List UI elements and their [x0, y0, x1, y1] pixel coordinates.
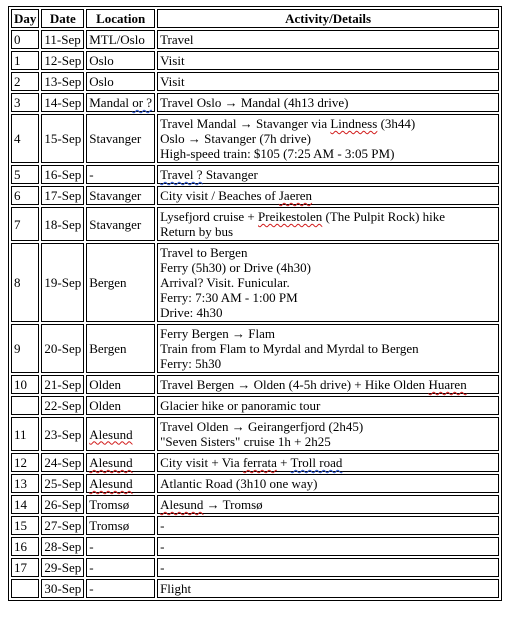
cell-location: Alesund — [86, 474, 155, 493]
table-row — [11, 558, 499, 577]
activity-line: Flight — [160, 581, 192, 596]
cell-location: Tromsø — [86, 516, 155, 535]
table-row — [11, 93, 499, 112]
table-row — [11, 396, 499, 415]
table-row — [11, 114, 499, 163]
cell-date: 24-Sep — [41, 453, 84, 472]
cell-date: 20-Sep — [41, 324, 84, 373]
cell-day — [11, 396, 39, 415]
header-date: Date — [41, 9, 84, 28]
table-row — [11, 207, 499, 241]
cell-activity — [157, 51, 499, 70]
activity-line: - — [160, 518, 165, 533]
cell-activity — [157, 417, 499, 451]
cell-date: 28-Sep — [41, 537, 84, 556]
cell-location: - — [86, 558, 155, 577]
header-location: Location — [86, 9, 155, 28]
activity-line: Travel Olden → Geirangerfjord (2h45) — [160, 419, 364, 434]
cell-date: 16-Sep — [41, 165, 84, 184]
activity-line: Arrival? Visit. Funicular. — [160, 275, 290, 290]
table-row — [11, 495, 499, 514]
activity-line: Travel Bergen → Olden (4-5h drive) + Hike Olden Huaren — [160, 377, 467, 392]
activity-line: Atlantic Road (3h10 one way) — [160, 476, 318, 491]
activity-line: Lysefjord cruise + Preikestolen (The Pulpit Rock) hike — [160, 209, 446, 224]
cell-activity — [157, 114, 499, 163]
cell-date: 21-Sep — [41, 375, 84, 394]
cell-location: Tromsø — [86, 495, 155, 514]
cell-location: Alesund — [86, 417, 155, 451]
cell-date: 14-Sep — [41, 93, 84, 112]
table-row — [11, 30, 499, 49]
cell-location: Olden — [86, 396, 155, 415]
cell-date: 22-Sep — [41, 396, 84, 415]
cell-day: 6 — [11, 186, 39, 205]
cell-location: - — [86, 165, 155, 184]
cell-day: 2 — [11, 72, 39, 91]
cell-location: Stavanger — [86, 186, 155, 205]
cell-date: 13-Sep — [41, 72, 84, 91]
table-row — [11, 165, 499, 184]
activity-line: Glacier hike or panoramic tour — [160, 398, 321, 413]
table-row — [11, 579, 499, 598]
cell-date: 17-Sep — [41, 186, 84, 205]
cell-day: 4 — [11, 114, 39, 163]
cell-day: 12 — [11, 453, 39, 472]
cell-date: 23-Sep — [41, 417, 84, 451]
cell-activity — [157, 93, 499, 112]
activity-line: "Seven Sisters" cruise 1h + 2h25 — [160, 434, 331, 449]
cell-day: 8 — [11, 243, 39, 322]
cell-location: Stavanger — [86, 207, 155, 241]
header-day: Day — [11, 9, 39, 28]
cell-location: Stavanger — [86, 114, 155, 163]
cell-location: Olden — [86, 375, 155, 394]
activity-line: - — [160, 539, 165, 554]
activity-line: Travel Mandal → Stavanger via Lindness (3h44) — [160, 116, 416, 131]
activity-line: Travel — [160, 32, 194, 47]
cell-day: 10 — [11, 375, 39, 394]
table-row — [11, 474, 499, 493]
cell-date: 26-Sep — [41, 495, 84, 514]
activity-line: Alesund → Tromsø — [160, 497, 263, 512]
cell-activity — [157, 495, 499, 514]
cell-day: 14 — [11, 495, 39, 514]
activity-line: Travel ? Stavanger — [160, 167, 258, 182]
cell-date: 29-Sep — [41, 558, 84, 577]
cell-activity — [157, 72, 499, 91]
activity-line: Ferry: 5h30 — [160, 356, 222, 371]
itinerary-sheet — [8, 6, 502, 601]
activity-line: High-speed train: $105 (7:25 AM - 3:05 PM) — [160, 146, 395, 161]
table-row — [11, 375, 499, 394]
activity-line: Ferry Bergen → Flam — [160, 326, 275, 341]
table-row — [11, 186, 499, 205]
cell-day — [11, 579, 39, 598]
cell-activity — [157, 186, 499, 205]
cell-activity — [157, 30, 499, 49]
activity-line: Train from Flam to Myrdal and Myrdal to Bergen — [160, 341, 419, 356]
cell-location: - — [86, 537, 155, 556]
cell-activity — [157, 558, 499, 577]
table-row — [11, 243, 499, 322]
cell-day: 5 — [11, 165, 39, 184]
cell-activity — [157, 207, 499, 241]
table-row — [11, 516, 499, 535]
cell-location: Alesund — [86, 453, 155, 472]
cell-activity — [157, 453, 499, 472]
cell-day: 9 — [11, 324, 39, 373]
cell-date: 27-Sep — [41, 516, 84, 535]
cell-activity — [157, 165, 499, 184]
cell-location: Bergen — [86, 324, 155, 373]
table-row — [11, 324, 499, 373]
cell-activity — [157, 579, 499, 598]
activity-line: Travel Oslo → Mandal (4h13 drive) — [160, 95, 349, 110]
table-row — [11, 51, 499, 70]
cell-date: 30-Sep — [41, 579, 84, 598]
cell-day: 0 — [11, 30, 39, 49]
itinerary-body — [11, 30, 499, 598]
cell-date: 12-Sep — [41, 51, 84, 70]
cell-location: - — [86, 579, 155, 598]
cell-day: 11 — [11, 417, 39, 451]
cell-location: Mandal or ? — [86, 93, 155, 112]
activity-line: Ferry: 7:30 AM - 1:00 PM — [160, 290, 298, 305]
cell-date: 19-Sep — [41, 243, 84, 322]
activity-line: Visit — [160, 74, 185, 89]
activity-line: City visit + Via ferrata + Troll road — [160, 455, 343, 470]
cell-date: 11-Sep — [41, 30, 84, 49]
activity-line: Ferry (5h30) or Drive (4h30) — [160, 260, 311, 275]
cell-location: Bergen — [86, 243, 155, 322]
activity-line: Oslo → Stavanger (7h drive) — [160, 131, 311, 146]
cell-location: Oslo — [86, 72, 155, 91]
cell-activity — [157, 375, 499, 394]
cell-day: 15 — [11, 516, 39, 535]
table-row — [11, 453, 499, 472]
cell-activity — [157, 516, 499, 535]
cell-day: 13 — [11, 474, 39, 493]
activity-line: City visit / Beaches of Jaeren — [160, 188, 313, 203]
activity-line: Visit — [160, 53, 185, 68]
header-row — [11, 9, 499, 28]
cell-activity — [157, 396, 499, 415]
cell-date: 25-Sep — [41, 474, 84, 493]
activity-line: Travel to Bergen — [160, 245, 248, 260]
header-activity: Activity/Details — [157, 9, 499, 28]
cell-day: 17 — [11, 558, 39, 577]
activity-line: - — [160, 560, 165, 575]
cell-day: 16 — [11, 537, 39, 556]
cell-activity — [157, 537, 499, 556]
cell-date: 15-Sep — [41, 114, 84, 163]
activity-line: Drive: 4h30 — [160, 305, 223, 320]
cell-day: 7 — [11, 207, 39, 241]
itinerary-table — [8, 6, 502, 601]
activity-line: Return by bus — [160, 224, 234, 239]
table-row — [11, 72, 499, 91]
cell-day: 3 — [11, 93, 39, 112]
cell-date: 18-Sep — [41, 207, 84, 241]
cell-activity — [157, 243, 499, 322]
cell-activity — [157, 324, 499, 373]
cell-activity — [157, 474, 499, 493]
table-row — [11, 537, 499, 556]
cell-location: Oslo — [86, 51, 155, 70]
cell-day: 1 — [11, 51, 39, 70]
table-row — [11, 417, 499, 451]
cell-location: MTL/Oslo — [86, 30, 155, 49]
